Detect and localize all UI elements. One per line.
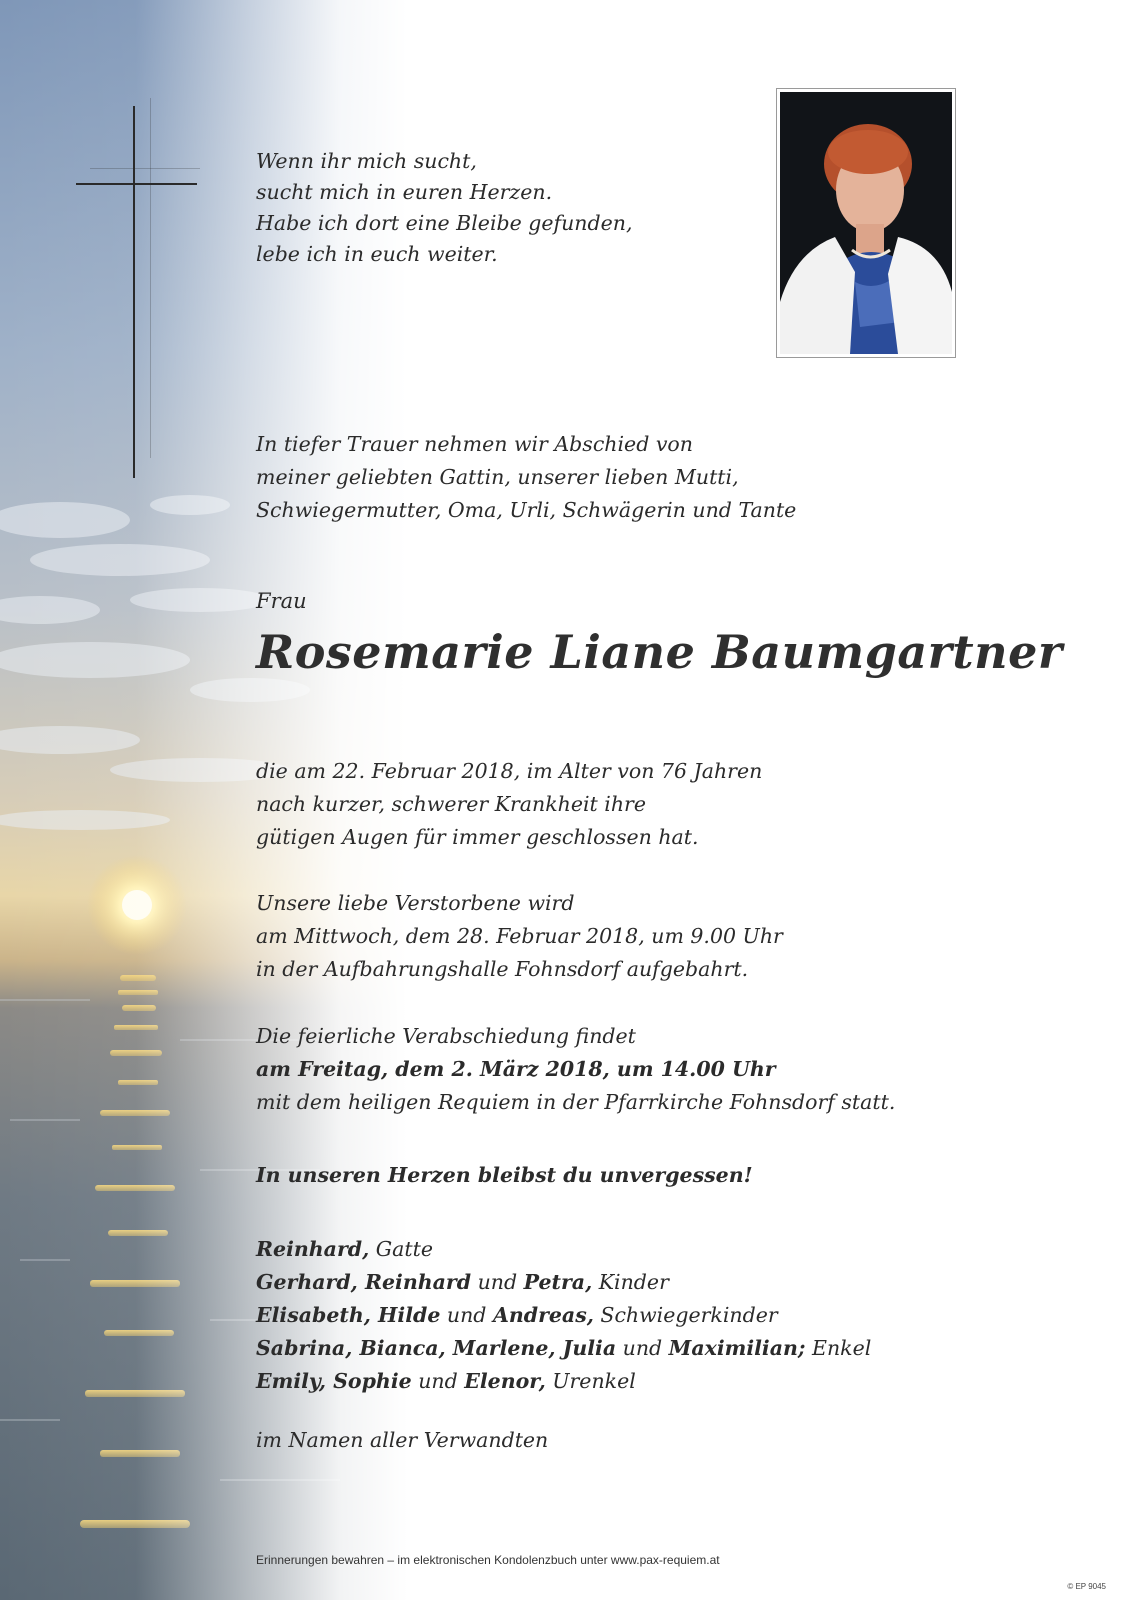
family-role: Schwiegerkinder bbox=[593, 1303, 778, 1327]
family-names: Maximilian; bbox=[668, 1336, 806, 1360]
viewing-line: in der Aufbahrungshalle Fohnsdorf aufgebahrt. bbox=[256, 957, 749, 981]
death-notice-line: die am 22. Februar 2018, im Alter von 76 Jahren bbox=[256, 759, 763, 783]
family-role: Urenkel bbox=[545, 1369, 636, 1393]
family-conjunction: und bbox=[411, 1369, 465, 1393]
family-row-children bbox=[256, 1266, 871, 1299]
family-row-great-grandchildren bbox=[256, 1365, 871, 1398]
death-notice-line: nach kurzer, schwerer Krankheit ihre bbox=[256, 792, 646, 816]
memorial-verse bbox=[256, 146, 633, 270]
verse-line: Wenn ihr mich sucht, bbox=[256, 149, 477, 173]
document-code: © EP 9045 bbox=[1067, 1582, 1106, 1591]
relatives-note: im Namen aller Verwandten bbox=[256, 1428, 549, 1452]
family-list bbox=[256, 1233, 871, 1398]
deceased-name: Rosemarie Liane Baumgartner bbox=[256, 625, 1063, 679]
cross-icon-vertical bbox=[133, 106, 135, 478]
family-row-grandchildren bbox=[256, 1332, 871, 1365]
family-names: Andreas, bbox=[492, 1303, 594, 1327]
family-role: Gatte bbox=[369, 1237, 433, 1261]
family-names: Emily, Sophie bbox=[256, 1369, 412, 1393]
cross-icon-horizontal bbox=[76, 183, 197, 185]
viewing-line: am Mittwoch, dem 28. Februar 2018, um 9.00 Uhr bbox=[256, 924, 783, 948]
verse-line: lebe ich in euch weiter. bbox=[256, 242, 498, 266]
family-names: Petra, bbox=[523, 1270, 593, 1294]
cross-shadow-vertical bbox=[150, 98, 151, 458]
family-conjunction: und bbox=[616, 1336, 669, 1360]
family-conjunction: und bbox=[471, 1270, 524, 1294]
intro-line: In tiefer Trauer nehmen wir Abschied von bbox=[256, 432, 693, 456]
farewell-line: mit dem heiligen Requiem in der Pfarrkirche Fohnsdorf statt. bbox=[256, 1090, 896, 1114]
viewing-line: Unsere liebe Verstorbene wird bbox=[256, 891, 575, 915]
family-row-spouse bbox=[256, 1233, 871, 1266]
cross-shadow-horizontal bbox=[90, 168, 200, 169]
intro-line: Schwiegermutter, Oma, Urli, Schwägerin und Tante bbox=[256, 498, 797, 522]
farewell-date: am Freitag, dem 2. März 2018, um 14.00 Uhr bbox=[256, 1057, 776, 1081]
death-notice-paragraph bbox=[256, 755, 762, 854]
family-role: Enkel bbox=[805, 1336, 872, 1360]
motto: In unseren Herzen bleibst du unvergessen! bbox=[256, 1163, 753, 1187]
family-names: Gerhard, Reinhard bbox=[256, 1270, 472, 1294]
intro-line: meiner geliebten Gattin, unserer lieben Mutti, bbox=[256, 465, 739, 489]
verse-line: Habe ich dort eine Bleibe gefunden, bbox=[256, 211, 633, 235]
family-names: Sabrina, Bianca, Marlene, Julia bbox=[256, 1336, 617, 1360]
death-notice-line: gütigen Augen für immer geschlossen hat. bbox=[256, 825, 699, 849]
farewell-line: Die feierliche Verabschiedung findet bbox=[256, 1024, 636, 1048]
viewing-paragraph bbox=[256, 887, 783, 986]
portrait-photo bbox=[776, 88, 956, 358]
family-names: Elenor, bbox=[464, 1369, 546, 1393]
family-names: Reinhard, bbox=[256, 1237, 370, 1261]
family-row-in-laws bbox=[256, 1299, 871, 1332]
family-role: Kinder bbox=[592, 1270, 669, 1294]
verse-line: sucht mich in euren Herzen. bbox=[256, 180, 553, 204]
footer-condolence-link: Erinnerungen bewahren – im elektronischen Kondolenzbuch unter www.pax-requiem.at bbox=[256, 1553, 720, 1567]
farewell-paragraph bbox=[256, 1020, 895, 1119]
family-names: Elisabeth, Hilde bbox=[256, 1303, 441, 1327]
salutation: Frau bbox=[256, 589, 307, 613]
intro-paragraph bbox=[256, 428, 796, 527]
family-conjunction: und bbox=[440, 1303, 493, 1327]
